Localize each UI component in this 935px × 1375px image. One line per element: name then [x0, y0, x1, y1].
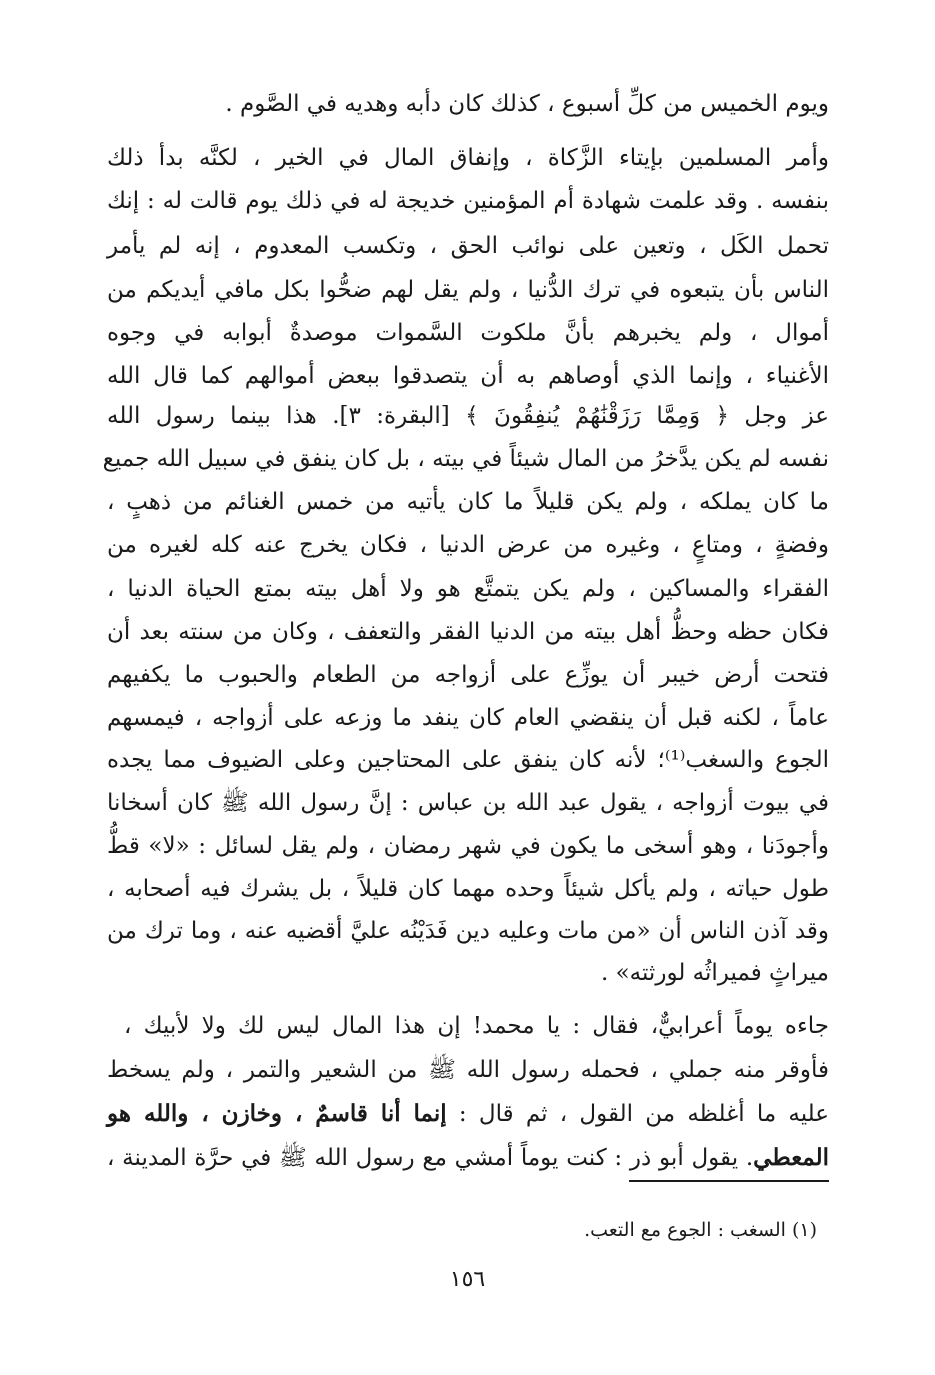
text-line: الأغنياء ، وإنما الذي أوصاهم به أن يتصدقوا ببعض أموالهم كما قال الله — [107, 363, 829, 389]
text-line: ما كان يملكه ، ولم يكن قليلاً ما كان يأتيه من خمس الغنائم من ذهبٍ ، — [107, 489, 829, 515]
footnote: (١) السغب : الجوع مع التعب. — [584, 1219, 817, 1241]
text-line: جاءه يوماً أعرابيٌّ، فقال : يا محمد! إن هذا المال ليس لك ولا لأبيك ، — [124, 1013, 829, 1039]
text-line: وأمر المسلمين بإيتاء الزَّكاة ، وإنفاق المال في الخير ، لكنَّه بدأ ذلك — [107, 145, 829, 171]
text-run: . يقول أبو ذر : كنت يوماً أمشي مع رسول الله ﷺ في حرَّة المدينة ، — [107, 1145, 754, 1171]
footnote-separator — [629, 1180, 829, 1182]
text-line: الفقراء والمساكين ، ولم يكن يتمتَّع هو ولا أهل بيته بمتع الحياة الدنيا ، — [107, 576, 829, 602]
page-number: ١٥٦ — [449, 1267, 486, 1292]
text-line: الناس بأن يتبعوه في ترك الدُّنيا ، ولم يقل لهم ضحُّوا بكل مافي أيديكم من — [107, 277, 829, 303]
text-line: في بيوت أزواجه ، يقول عبد الله بن عباس : إنَّ رسول الله ﷺ كان أسخانا — [107, 790, 829, 816]
text-run: عليه ما أغلظه من القول ، ثم قال : — [458, 1101, 829, 1127]
text-line: وفضةٍ ، ومتاعٍ ، وغيره من عرض الدنيا ، فكان يخرج عنه كله لغيره من — [107, 532, 829, 558]
text-line: عاماً ، لكنه قبل أن ينقضي العام كان ينفد ما وزعه على أزواجه ، فيمسهم — [107, 705, 829, 731]
text-line: وقد آذن الناس أن «من مات وعليه دين فَدَيْنُه عليَّ أقضيه عنه ، وما ترك من — [107, 918, 829, 944]
text-line: الجوع والسغب⁽¹⁾؛ لأنه كان ينفق على المحتاجين وعلى الضيوف مما يجده — [107, 747, 829, 773]
text-line: نفسه لم يكن يدَّخرُ من المال شيئاً في بيته ، بل كان ينفق في سبيل الله جميع — [102, 446, 829, 472]
text-line: فأوقر منه جملي ، فحمله رسول الله ﷺ من الشعير والتمر ، ولم يسخط — [107, 1057, 829, 1083]
text-line: عز وجل ﴿ وَمِمَّا رَزَقْنَٰهُمْ يُنفِقُونَ ﴾ [البقرة: ٣]. هذا بينما رسول الله — [107, 403, 829, 429]
text-line: تحمل الكَل ، وتعين على نوائب الحق ، وتكسب المعدوم ، إنه لم يأمر — [107, 233, 829, 259]
text-line: فتحت أرض خيبر أن يوزِّع على أزواجه من الطعام والحبوب ما يكفيهم — [107, 662, 829, 688]
text-line: ويوم الخميس من كلِّ أسبوع ، كذلك كان دأبه وهديه في الصَّوم . — [225, 91, 829, 117]
text-line: فكان حظه وحظُّ أهل بيته من الدنيا الفقر والتعفف ، وكان من سنته بعد أن — [107, 619, 829, 645]
text-line: ميراثٍ فميراثُه لورثته» . — [600, 960, 829, 986]
text-line: بنفسه . وقد علمت شهادة أم المؤمنين خديجة له في ذلك يوم قالت له : إنك — [107, 188, 829, 214]
text-line: وأجودَنا ، وهو أسخى ما يكون في شهر رمضان ، ولم يقل لسائل : «لا» قطُّ — [107, 833, 829, 859]
text-line — [107, 1096, 829, 1132]
prophet-saying-bold-end: المعطي — [753, 1144, 829, 1171]
text-line: طول حياته ، ولم يأكل شيئاً وحده مهما كان قليلاً ، بل يشرك فيه أصحابه ، — [107, 876, 829, 902]
text-line — [107, 1140, 829, 1176]
prophet-saying-bold: إنما أنا قاسمٌ ، وخازن ، والله هو — [107, 1100, 447, 1127]
text-line: أموال ، ولم يخبرهم بأنَّ ملكوت السَّموات موصدةٌ أبوابه في وجوه — [107, 320, 829, 346]
